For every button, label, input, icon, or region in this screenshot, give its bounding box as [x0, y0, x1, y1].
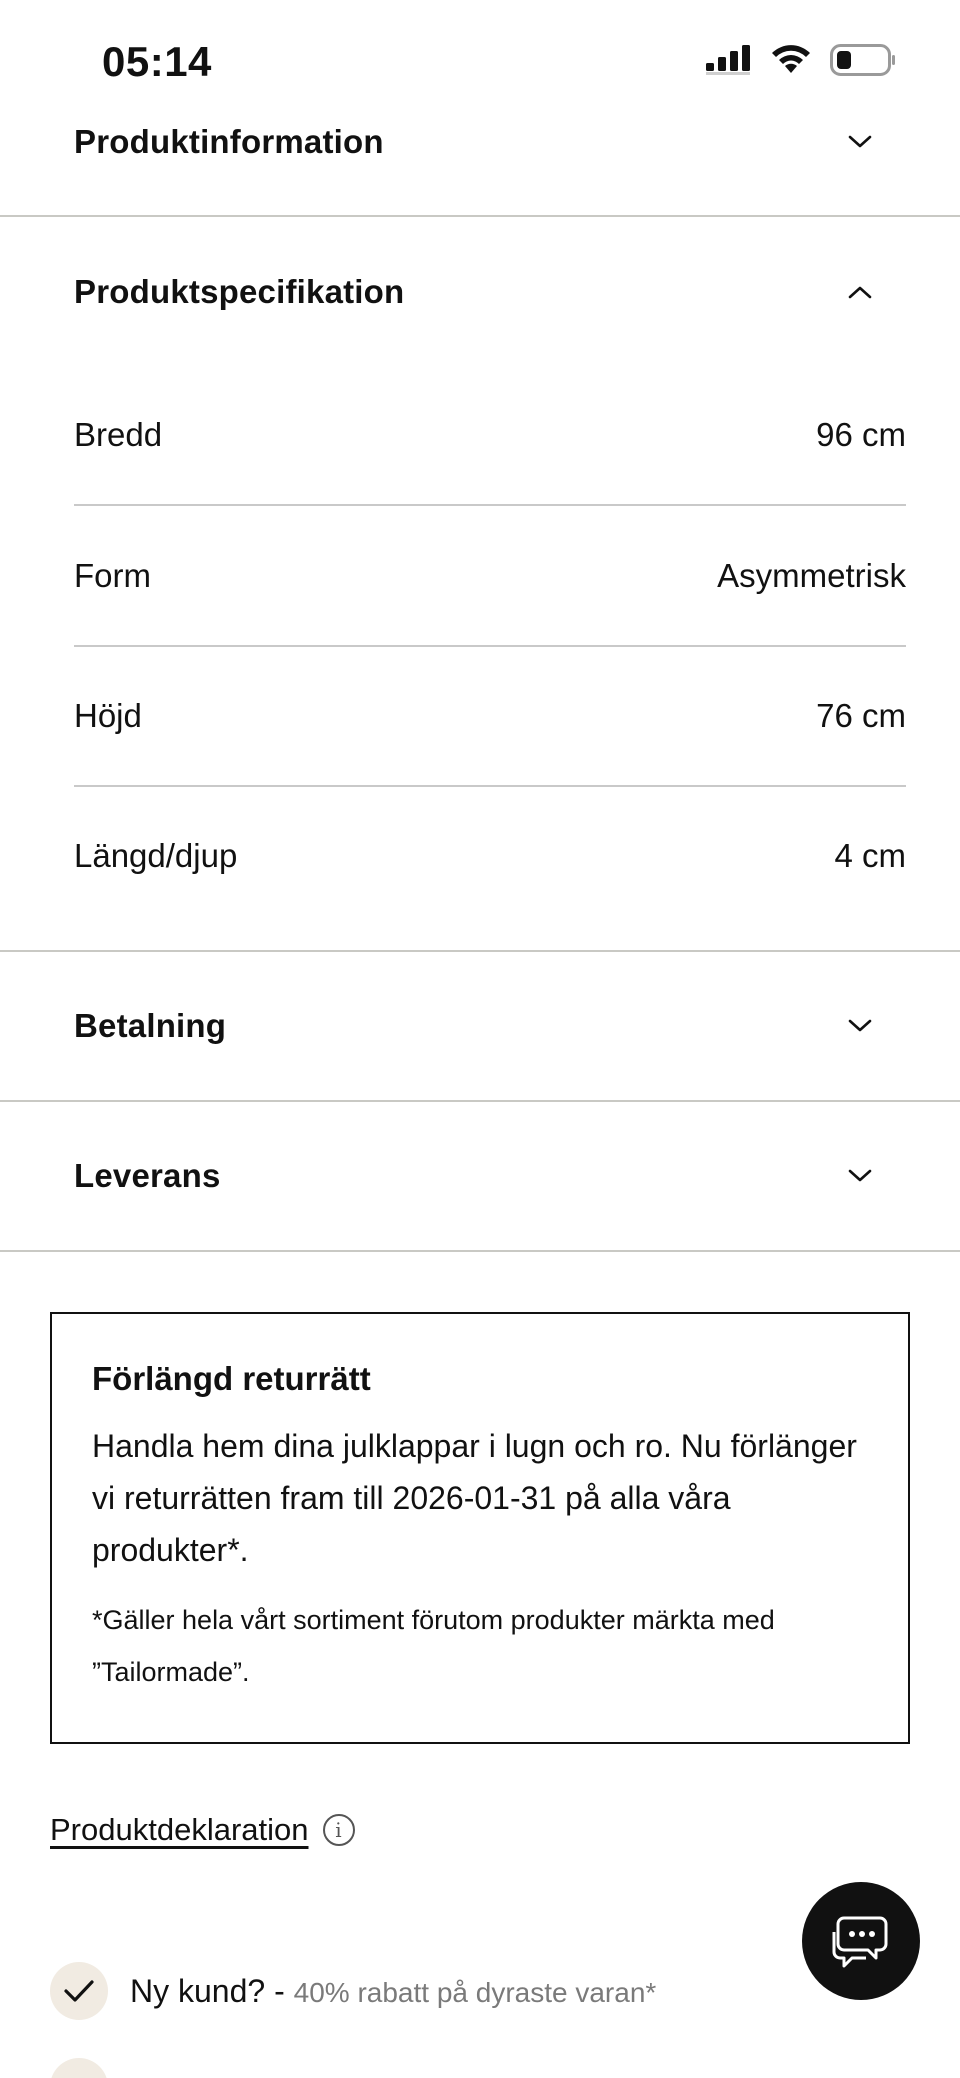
product-declaration-link[interactable]	[50, 1812, 355, 1848]
accordion-product-info[interactable]	[0, 100, 960, 184]
return-policy-body: Handla hem dina julklappar i lugn och ro. Nu förlänger vi returrätten fram till 2026-01-31 på alla våra produkter*.	[92, 1428, 857, 1568]
check-icon	[50, 1962, 108, 2020]
accordion-title: Betalning	[74, 1007, 227, 1044]
status-time: 05:14	[102, 38, 212, 85]
usp-separator: -	[265, 1972, 294, 2009]
divider	[0, 1100, 960, 1102]
spec-label: Höjd	[74, 697, 142, 734]
spec-label: Bredd	[74, 416, 163, 453]
return-policy-box	[50, 1312, 910, 1744]
return-policy-title: Förlängd returrätt	[92, 1360, 371, 1397]
product-declaration-label[interactable]: Produktdeklaration	[50, 1812, 309, 1847]
divider	[0, 215, 960, 217]
spec-label: Form	[74, 557, 151, 594]
accordion-title: Leverans	[74, 1157, 221, 1194]
cellular-signal-icon	[706, 45, 752, 75]
spec-value: 76 cm	[816, 697, 906, 734]
spec-row-width	[74, 405, 906, 465]
spec-divider	[74, 504, 906, 506]
chevron-down-icon	[842, 124, 878, 160]
usp-new-customer	[50, 1962, 656, 2020]
spec-row-height	[74, 686, 906, 746]
chevron-up-icon	[842, 274, 878, 310]
info-icon[interactable]: i	[323, 1814, 355, 1846]
spec-label: Längd/djup	[74, 837, 238, 874]
accordion-payment[interactable]	[0, 984, 960, 1068]
usp-main-text: Ny kund?	[130, 1972, 266, 2009]
usp-sub-text: 40% rabatt på dyraste varan*	[293, 1976, 657, 2008]
spec-value: 4 cm	[834, 837, 906, 874]
spec-row-depth	[74, 826, 906, 886]
spec-value: Asymmetrisk	[717, 557, 906, 594]
divider	[0, 950, 960, 952]
spec-row-shape	[74, 546, 906, 606]
chevron-down-icon	[842, 1008, 878, 1044]
status-icons	[706, 44, 896, 76]
usp-next	[50, 2058, 108, 2078]
chevron-down-icon	[842, 1158, 878, 1194]
accordion-product-spec[interactable]	[0, 250, 960, 334]
check-icon	[50, 2058, 108, 2078]
spec-divider	[74, 645, 906, 647]
return-policy-note: *Gäller hela vårt sortiment förutom produkter märkta med ”Tailormade”.	[92, 1605, 775, 1687]
accordion-title: Produktinformation	[74, 123, 384, 160]
accordion-title: Produktspecifikation	[74, 273, 405, 310]
chat-icon	[830, 1914, 892, 1968]
accordion-delivery[interactable]	[0, 1134, 960, 1218]
wifi-icon	[770, 45, 812, 75]
spec-value: 96 cm	[816, 416, 906, 453]
battery-icon	[830, 44, 896, 76]
spec-divider	[74, 785, 906, 787]
chat-button[interactable]	[802, 1882, 920, 2000]
divider	[0, 1250, 960, 1252]
